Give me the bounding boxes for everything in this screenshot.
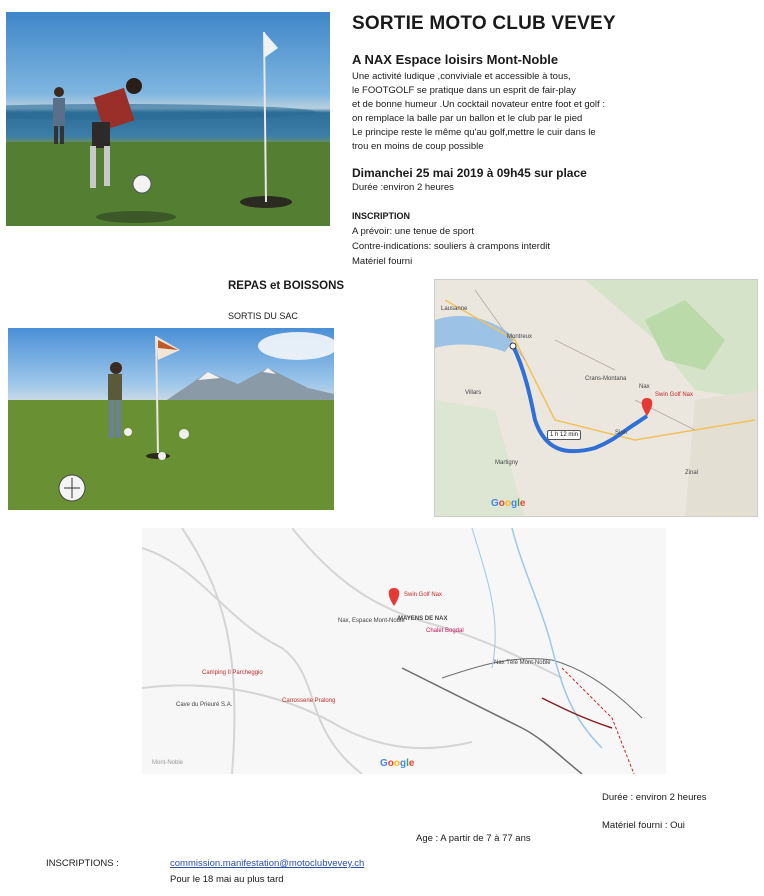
map-label: MAYENS DE NAX	[398, 616, 448, 622]
map-label: Lausanne	[441, 306, 468, 312]
map-label: Nax, Espace Mont-Noble	[338, 618, 405, 624]
footer-equipment: Matériel fourni : Oui	[602, 820, 685, 831]
footgolf-lake-illustration	[6, 12, 330, 226]
meals-note: SORTIS DU SAC	[228, 311, 298, 321]
map-label: Carrosserie Pralong	[282, 698, 336, 704]
inscription-item: Matériel fourni	[352, 256, 413, 267]
inscription-item: Contre-indications: souliers à crampons interdit	[352, 241, 551, 252]
footer-duration: Durée : environ 2 heures	[602, 792, 707, 803]
description-line: Une activité ludique ,conviviale et accessible à tous,	[352, 71, 571, 82]
description-line: le FOOTGOLF se pratique dans un esprit de fair-play	[352, 85, 576, 96]
google-logo: Google	[491, 498, 526, 509]
map-label: Nax	[639, 384, 650, 390]
description-line: on remplace la balle par un ballon et le club par le pied	[352, 113, 583, 124]
map-label: Montreux	[507, 334, 533, 340]
inscription-heading: INSCRIPTION	[352, 211, 411, 221]
activity-description	[352, 70, 652, 154]
map-label: Zinal	[685, 470, 699, 476]
inscription-deadline: Pour le 18 mai au plus tard	[170, 874, 284, 885]
map-label: Nax Télé Mont-Noble	[494, 660, 551, 666]
footgolf-course-illustration	[8, 328, 334, 510]
description-line: Le principe reste le même qu'au golf,mettre le cuir dans le	[352, 127, 596, 138]
travel-time-badge: 1 h 12 min	[547, 430, 581, 440]
event-duration: Durée :environ 2 heures	[352, 182, 454, 193]
detail-map-background	[142, 528, 666, 774]
map-label: Mont-Noble	[152, 760, 184, 766]
map-label: Chalet Bogdal	[426, 628, 464, 634]
map-label: Swin Golf Nax	[404, 592, 443, 598]
inscription-item: A prévoir: une tenue de sport	[352, 226, 474, 237]
map-label: Martigny	[495, 460, 519, 466]
map-label: Crans-Montana	[585, 376, 627, 382]
inscription-list	[352, 224, 550, 269]
map-label: Sion	[615, 430, 628, 436]
destination-label: Swin Golf Nax	[655, 392, 694, 398]
footgolf-lake-photo	[6, 12, 330, 226]
event-location-subtitle: A NAX Espace loisirs Mont-Noble	[352, 52, 559, 67]
route-map-background	[435, 280, 758, 517]
google-logo: Google	[380, 758, 415, 769]
map-label: Villars	[465, 390, 482, 396]
page-title: SORTIE MOTO CLUB VEVEY	[352, 13, 616, 34]
meals-heading: REPAS et BOISSONS	[228, 280, 345, 292]
footgolf-course-photo	[8, 328, 334, 510]
inscriptions-label: INSCRIPTIONS :	[46, 858, 119, 869]
map-label: Camping Il Parcheggio	[202, 670, 263, 676]
event-date: Dimanchei 25 mai 2019 à 09h45 sur place	[352, 166, 587, 180]
footer-age: Age : A partir de 7 à 77 ans	[416, 833, 531, 844]
description-line: trou en moins de coup possible	[352, 141, 484, 152]
description-line: et de bonne humeur .Un cocktail novateur entre foot et golf :	[352, 99, 605, 110]
inscription-email-link[interactable]: commission.manifestation@motoclubvevey.ch	[170, 858, 365, 869]
route-map[interactable]	[434, 279, 758, 517]
detail-map[interactable]	[142, 528, 666, 774]
map-label: Cave du Prieuré S.A.	[176, 702, 233, 708]
